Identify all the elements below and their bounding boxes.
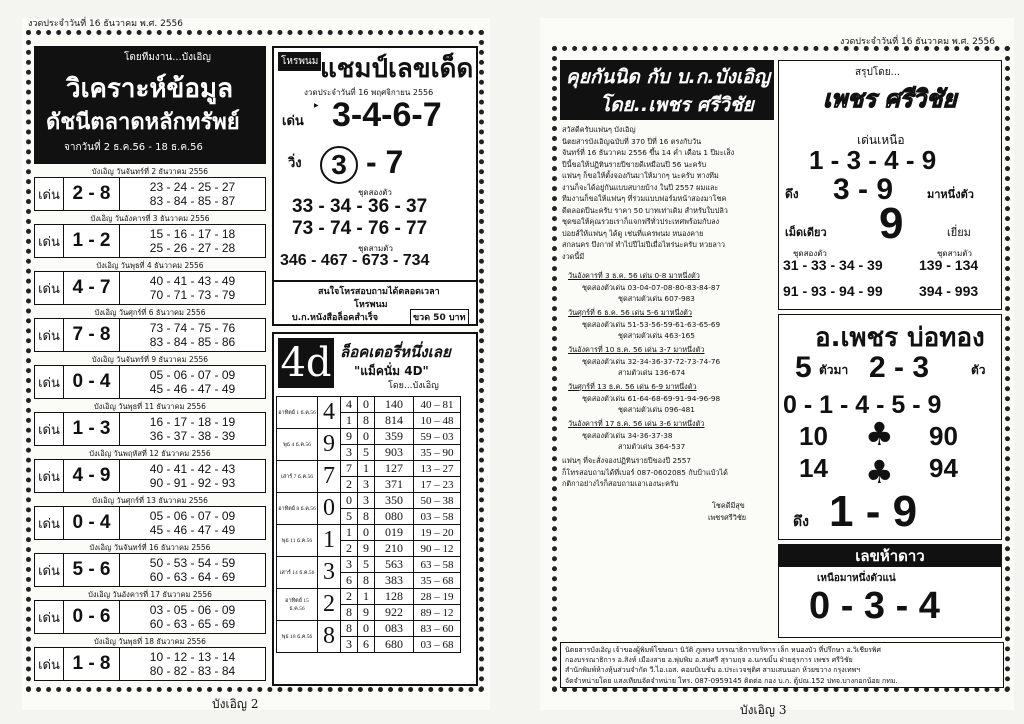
fourd-cell: 0 <box>358 621 375 637</box>
talk-closing: แฟนๆ ที่จะสั่งจองปฏิทินรายปีของปี 2557 <box>562 456 692 465</box>
day-pair: 1 - 3 <box>64 413 120 445</box>
day-pair: 2 - 8 <box>64 178 120 210</box>
fourd-three: 210 <box>375 541 414 557</box>
day-row <box>34 412 266 446</box>
champ-title: แชมป์เลขเด็ด <box>320 54 474 84</box>
fourd-range: 19 – 20 <box>414 525 461 541</box>
day-pair: 0 - 4 <box>64 366 120 398</box>
credits-line: กองบรรณาธิการ อ.สิงห์ เมืองสาย อ.พุ่มพิม อ.สมศรี สุรามฤจ อ.นกขมิ้น ฝ่ายธุรการ เพชร ศรีวิชัย <box>565 656 853 665</box>
gold-c1b: 90 <box>929 421 958 451</box>
day-numbers <box>120 460 265 492</box>
left-page <box>22 18 490 710</box>
fourd-three: 127 <box>375 461 414 477</box>
day-numbers-line2: 45 - 46 - 47 - 49 <box>149 382 236 396</box>
talk-entry-two: ชุดสองตัวเด่น 51-53-56-59-61-63-65-69 <box>582 319 721 329</box>
fourd-cell: 2 <box>341 541 358 557</box>
day-numbers-line1: 05 - 06 - 07 - 09 <box>149 509 236 523</box>
fourd-range: 89 – 12 <box>414 605 461 621</box>
talk-line: ชุดขอให้คุณรวยเราก็แจกฟรีทั่วประเทศพร้อมกับลง <box>562 217 720 226</box>
fourd-cell: 0 <box>358 429 375 445</box>
talk-entry-two: ชุดสองตัวเด่น 34-36-37-38 <box>582 430 673 440</box>
fourd-three: 814 <box>375 413 414 429</box>
fourd-range: 40 – 81 <box>414 397 461 413</box>
gold-n2: 2 - 3 <box>869 351 930 384</box>
arrow-icon: ▶ <box>314 103 319 109</box>
day-pair: 4 - 7 <box>64 272 120 304</box>
champ-run-circle: 3 <box>320 146 358 184</box>
summary-single-label: เม็ดเดียว <box>785 226 827 239</box>
day-numbers <box>120 507 265 539</box>
day-numbers-line1: 40 - 41 - 43 - 49 <box>149 274 236 288</box>
summary-lead-label: เด่นเหนือ <box>857 133 905 147</box>
talk-sign: โชคดีมีสุข <box>712 500 745 510</box>
day-row <box>34 647 266 681</box>
day-numbers-line2: 83 - 84 - 85 - 87 <box>149 194 236 208</box>
day-numbers-line1: 50 - 53 - 54 - 59 <box>149 556 236 570</box>
day-numbers-line1: 40 - 41 - 42 - 43 <box>149 462 236 476</box>
gold-c2a: 14 <box>799 453 828 483</box>
champ-contact-line3: บ.ก.หนังสือล็อคสำเร็จ <box>292 313 379 323</box>
day-lead-label: เด่น <box>35 225 64 257</box>
day-lead-label: เด่น <box>35 319 64 351</box>
summary-pull-tail: มาหนึ่งตัว <box>927 188 974 201</box>
day-lead-label: เด่น <box>35 601 64 633</box>
fourd-big: 0 <box>318 493 341 525</box>
gold-box <box>778 314 1002 540</box>
fourd-date: อาทิตย์ 15 ธ.ค.56 <box>277 589 318 621</box>
fourd-range: 28 – 19 <box>414 589 461 605</box>
fourd-cell: 0 <box>358 397 375 413</box>
fourd-range: 17 – 23 <box>414 477 461 493</box>
fourd-three: 371 <box>375 477 414 493</box>
talk-line: นิตยสารบังเอิญฉบับที่ 370 ปีที่ 16 ตรงกับวัน <box>562 136 702 146</box>
gold-n2-tail: ตัว <box>971 363 986 377</box>
day-numbers-line1: 10 - 12 - 13 - 14 <box>149 650 236 664</box>
summary-tie-label: เยี่ยม <box>947 226 971 239</box>
day-caption: บังเอิญ วันจันทร์ที่ 2 ธันวาคม 2556 <box>91 167 209 176</box>
day-numbers-line2: 83 - 84 - 85 - 86 <box>149 335 236 349</box>
talk-entry-three: ชุดสามตัวเด่น 607-983 <box>618 294 695 303</box>
fourd-row <box>277 557 461 573</box>
champ-run-label: วิ่ง <box>288 156 302 171</box>
fourd-row <box>277 589 461 605</box>
summary-three-label: ชุดสามตัว <box>937 249 972 258</box>
day-pair: 7 - 8 <box>64 319 120 351</box>
fourd-three: 128 <box>375 589 414 605</box>
fourd-big: 7 <box>318 461 341 493</box>
fourd-three: 359 <box>375 429 414 445</box>
champ-price: ขวด 50 บาท <box>410 309 469 325</box>
champ-three: 346 - 467 - 673 - 734 <box>280 252 430 269</box>
fourd-range: 13 – 27 <box>414 461 461 477</box>
day-pair: 0 - 4 <box>64 507 120 539</box>
fourd-date: พุธ 18 ธ.ค.56 <box>277 621 318 653</box>
summary-three-line1: 139 - 134 <box>919 257 979 273</box>
fourd-cell: 8 <box>358 509 375 525</box>
day-numbers <box>120 413 265 445</box>
fourd-by: โดย...บังเอิญ <box>388 381 439 391</box>
day-lead-label: เด่น <box>35 366 64 398</box>
summary-single: 9 <box>879 199 904 248</box>
day-numbers-line2: 60 - 63 - 65 - 69 <box>149 617 236 631</box>
talk-entry-three: สามตัวเด่น 136-674 <box>618 368 686 377</box>
day-row <box>34 177 266 211</box>
fourd-big: 4 <box>318 397 341 429</box>
fourd-cell: 5 <box>341 509 358 525</box>
day-numbers-line2: 45 - 46 - 47 - 49 <box>149 523 236 537</box>
fourd-cell: 4 <box>341 397 358 413</box>
fourd-date: เสาร์ 14 ธ.ค.56 <box>277 557 318 589</box>
fourd-big: 9 <box>318 429 341 461</box>
fourd-cell: 3 <box>358 493 375 509</box>
fourd-table <box>276 396 461 653</box>
day-caption: บังเอิญ วันศุกร์ที่ 6 ธันวาคม 2556 <box>94 308 206 317</box>
fourd-row <box>277 493 461 509</box>
day-numbers-line2: 60 - 63 - 64 - 69 <box>149 570 236 584</box>
analysis-range: จากวันที่ 2 ธ.ค.56 - 18 ธ.ค.56 <box>64 142 203 153</box>
fourd-cell: 8 <box>341 605 358 621</box>
day-numbers <box>120 225 265 257</box>
fourd-cell: 2 <box>341 589 358 605</box>
fourd-three: 350 <box>375 493 414 509</box>
fourd-row <box>277 429 461 445</box>
gold-n1: 5 <box>795 351 812 384</box>
day-row <box>34 224 266 258</box>
champ-two-line1: 33 - 34 - 36 - 37 <box>292 196 428 217</box>
fourd-cell: 1 <box>358 461 375 477</box>
fourd-cell: 2 <box>341 477 358 493</box>
fourd-cell: 8 <box>358 573 375 589</box>
talk-line: จันทร์ที่ 16 ธันวาคม 2556 ขึ้น 14 ค่ำ เดือน 1 ปีมะเส็ง <box>562 148 735 157</box>
summary-three-line2: 394 - 993 <box>919 283 979 299</box>
talk-entry-three: สามตัวเด่น 364-537 <box>618 442 686 451</box>
fourd-three: 563 <box>375 557 414 573</box>
fourd-three: 903 <box>375 445 414 461</box>
talk-entry-day: วันอังคารที่ 10 ธ.ค. 56 เด่น 3-7 มาหนึ่งตัว <box>568 345 705 354</box>
talk-author: โดย..เพชร ศรีวิชัย <box>600 94 754 116</box>
day-numbers-line2: 70 - 71 - 73 - 79 <box>149 288 236 302</box>
gold-pull-label: ดึง <box>793 514 809 530</box>
summary-pull-label: ดึง <box>785 187 799 201</box>
champ-three-label: ชุดสามตัว <box>358 244 393 253</box>
fourd-row <box>277 461 461 477</box>
fourd-cell: 5 <box>358 445 375 461</box>
day-numbers-line1: 73 - 74 - 75 - 76 <box>149 321 236 335</box>
day-lead-label: เด่น <box>35 648 64 680</box>
day-numbers-line2: 25 - 26 - 27 - 28 <box>149 241 236 255</box>
talk-line: งานก็จะได้อยู่กันแบบสบายบ้าง ในปี 2557 ผมและ <box>562 182 719 192</box>
talk-entry-two: ชุดสองตัวเด่น 03-04-07-08-80-83-84-87 <box>582 282 721 292</box>
talk-entry-day: วันอังคารที่ 3 ธ.ค. 56 เด่น 0-8 มาหนึ่งตัว <box>568 271 700 280</box>
fourd-cell: 9 <box>358 541 375 557</box>
day-numbers-line1: 15 - 16 - 17 - 18 <box>149 227 236 241</box>
summary-two-label: ชุดสองตัว <box>793 249 827 258</box>
day-row <box>34 600 266 634</box>
day-caption: บังเอิญ วันพุธที่ 4 ธันวาคม 2556 <box>96 261 204 270</box>
talk-line: แฟนๆ ก็ขอให้ตั้งจองกันมาให้มากๆ นะครับ ทางทีม <box>562 171 719 180</box>
day-numbers-line1: 16 - 17 - 18 - 19 <box>149 415 236 429</box>
star-num: 0 - 3 - 4 <box>809 585 940 627</box>
summary-pull: 3 - 9 <box>833 173 894 206</box>
star-title: เลขห้าดาว <box>779 545 1001 567</box>
champ-two-label: ชุดสองตัว <box>358 188 392 197</box>
credits-box <box>560 642 1004 688</box>
talk-sign: เพชรศรีวิชัย <box>708 512 747 522</box>
day-caption: บังเอิญ วันอังคารที่ 3 ธันวาคม 2556 <box>90 214 210 223</box>
day-lead-label: เด่น <box>35 507 64 539</box>
day-caption: บังเอิญ วันจันทร์ที่ 16 ธันวาคม 2556 <box>89 543 211 552</box>
fourd-cell: 3 <box>358 477 375 493</box>
gold-n1-tail: ตัวมา <box>819 363 849 377</box>
fourd-three: 140 <box>375 397 414 413</box>
fourd-logo: 4d <box>278 338 334 388</box>
fourd-cell: 1 <box>341 525 358 541</box>
fourd-cell: 3 <box>341 637 358 653</box>
day-pair: 4 - 9 <box>64 460 120 492</box>
day-row <box>34 459 266 493</box>
club-icon: ♣ <box>865 453 894 491</box>
fourd-range: 59 – 03 <box>414 429 461 445</box>
fourd-three: 680 <box>375 637 414 653</box>
analysis-header <box>34 46 266 164</box>
talk-entry-three: ชุดสามตัวเด่น 096-481 <box>618 405 695 414</box>
champ-tag: โหรพนม <box>278 52 321 71</box>
right-page <box>540 18 1014 717</box>
fourd-range: 03 – 58 <box>414 509 461 525</box>
day-row <box>34 271 266 305</box>
day-numbers <box>120 319 265 351</box>
day-pair: 5 - 6 <box>64 554 120 586</box>
summary-by: สรุปโดย... <box>855 67 901 78</box>
fourd-cell: 6 <box>358 637 375 653</box>
talk-title: คุยกันนิด กับ บ.ก.บังเอิญ <box>566 66 770 88</box>
fourd-range: 90 – 12 <box>414 541 461 557</box>
summary-two-line2: 91 - 93 - 94 - 99 <box>783 283 883 299</box>
talk-closing: ก็โทรสอบถามได้ที่เบอร์ 087-0602085 กับป้าแป๋วได้ <box>562 467 728 477</box>
day-lead-label: เด่น <box>35 178 64 210</box>
analysis-tag: โดยทีมงาน...บังเอิญ <box>124 52 211 63</box>
day-row <box>34 506 266 540</box>
analysis-title: วิเคราะห์ข้อมูล <box>66 74 234 104</box>
talk-line: งวดนี้มี <box>562 251 585 261</box>
day-lead-label: เด่น <box>35 460 64 492</box>
fourd-range: 35 – 90 <box>414 445 461 461</box>
talk-entry-day: วันศุกร์ที่ 6 ธ.ค. 56 เด่น 5-6 มาหนึ่งตัว <box>568 308 692 317</box>
fourd-cell: 6 <box>341 573 358 589</box>
fourd-range: 63 – 58 <box>414 557 461 573</box>
fourd-title: ล็อคเตอรี่หนึ่งเลย <box>340 343 451 361</box>
fourd-cell: 9 <box>358 605 375 621</box>
champ-two-line2: 73 - 74 - 76 - 77 <box>292 218 428 239</box>
daily-list <box>34 166 266 686</box>
day-caption: บังเอิญ วันอังคารที่ 17 ธันวาคม 2556 <box>88 590 212 599</box>
talk-line: สวัสดีครับแฟนๆ บังเอิญ <box>562 125 636 134</box>
fourd-row <box>277 525 461 541</box>
day-caption: บังเอิญ วันพุธที่ 11 ธันวาคม 2556 <box>94 402 206 411</box>
fourd-range: 03 – 68 <box>414 637 461 653</box>
champ-box <box>272 46 478 326</box>
talk-entry-three: ชุดสามตัวเด่น 463-165 <box>618 331 695 340</box>
day-numbers-line2: 90 - 91 - 92 - 93 <box>149 476 236 490</box>
page-header: งวดประจำวันที่ 16 ธันวาคม พ.ศ. 2556 <box>840 37 996 47</box>
gold-c1a: 10 <box>799 421 828 451</box>
credits-line: จัดจำหน่ายโดย แสงเทียนจัดจำหน่าย โทร. 087-0959145 ติดต่อ กอง บ.ก. ตู้ปณ.152 ปทจ.บางกอกน้อย กทม. <box>565 676 898 685</box>
fourd-cell: 8 <box>341 621 358 637</box>
star-box <box>778 544 1002 638</box>
talk-entry-day: วันอังคารที่ 17 ธ.ค. 56 เด่น 3-6 มาหนึ่งตัว <box>568 419 705 428</box>
day-numbers <box>120 648 265 680</box>
fourd-big: 1 <box>318 525 341 557</box>
day-lead-label: เด่น <box>35 272 64 304</box>
fourd-three: 083 <box>375 621 414 637</box>
day-pair: 1 - 2 <box>64 225 120 257</box>
day-numbers-line1: 23 - 24 - 25 - 27 <box>149 180 236 194</box>
fourd-date: เสาร์ 7 ธ.ค.56 <box>277 461 318 493</box>
day-pair: 1 - 8 <box>64 648 120 680</box>
day-numbers-line2: 36 - 37 - 38 - 39 <box>149 429 236 443</box>
day-numbers <box>120 601 265 633</box>
fourd-cell: 3 <box>341 557 358 573</box>
day-caption: บังเอิญ วันศุกร์ที่ 13 ธันวาคม 2556 <box>92 496 208 505</box>
fourd-cell: 8 <box>358 413 375 429</box>
fourd-row <box>277 397 461 413</box>
day-numbers <box>120 272 265 304</box>
fourd-three: 922 <box>375 605 414 621</box>
fourd-cell: 5 <box>358 557 375 573</box>
day-caption: บังเอิญ วันพฤหัสที่ 12 ธันวาคม 2556 <box>89 449 211 458</box>
day-row <box>34 553 266 587</box>
day-row <box>34 318 266 352</box>
champ-lead-label: เด่น <box>282 114 304 129</box>
fourd-range: 50 – 38 <box>414 493 461 509</box>
credits-line: สำนักพิมพ์ห้างหุ้นส่วนจำกัด วี.ไอ.เอส. คอมบิเนชั่น อ.ประเวจชุติศ สามเสนนอก ห้วยขวาง กรุงเทพฯ <box>565 666 861 675</box>
fourd-cell: 1 <box>341 413 358 429</box>
fourd-date: อาทิตย์ 8 ธ.ค.56 <box>277 493 318 525</box>
summary-box <box>778 60 1002 310</box>
page-header: งวดประจำวันที่ 16 ธันวาคม พ.ศ. 2556 <box>28 19 184 29</box>
champ-contact-line1: สนใจโหรสอบถามได้ตลอดเวลา <box>318 287 440 297</box>
fourd-big: 2 <box>318 589 341 621</box>
day-numbers <box>120 366 265 398</box>
fourd-row <box>277 621 461 637</box>
fourd-three: 019 <box>375 525 414 541</box>
fourd-big: 3 <box>318 557 341 589</box>
fourd-date: พุธ 11 ธ.ค.56 <box>277 525 318 557</box>
day-caption: บังเอิญ วันจันทร์ที่ 9 ธันวาคม 2556 <box>91 355 209 364</box>
fourd-cell: 0 <box>341 493 358 509</box>
fourd-big: 8 <box>318 621 341 653</box>
summary-two-line1: 31 - 33 - 34 - 39 <box>783 257 883 273</box>
fourd-range: 10 – 48 <box>414 413 461 429</box>
day-row <box>34 365 266 399</box>
talk-entry-two: ชุดสองตัวเด่น 32-34-36-37-72-73-74-76 <box>582 356 721 366</box>
fourd-three: 383 <box>375 573 414 589</box>
fourd-range: 83 – 60 <box>414 621 461 637</box>
day-pair: 0 - 6 <box>64 601 120 633</box>
champ-run-second: - 7 <box>366 144 404 180</box>
fourd-subtitle: "แม็คนั่ม 4D" <box>354 364 429 378</box>
talk-body <box>562 124 774 594</box>
talk-closing: กติกาอย่างไรก็สอบถามเอาเองนะครับ <box>562 479 679 488</box>
champ-lead: 3-4-6-7 <box>332 96 442 134</box>
club-icon: ♣ <box>865 415 894 453</box>
day-numbers <box>120 554 265 586</box>
star-sub: เหนือมาหนึ่งตัวแน่ <box>817 573 896 584</box>
talk-line: สกลนคร บึงกาฬ ทำไปปีไม่ปีเมื่อไหร่นะครับ หวยลาว <box>562 240 726 249</box>
credits-line: นิตยสารบังเอิญ เจ้าของผู้พิมพ์โฆษณา นิวัติ ภูเพรง บรรณาธิการบริหาร เล็ก หนองบัว ที่ปรึกษา อ.วิเชียรพิศ <box>565 646 881 654</box>
talk-entry-day: วันศุกร์ที่ 13 ธ.ค. 56 เด่น 6-9 มาหนึ่งตัว <box>568 382 697 391</box>
talk-line: ปีนี้ขอให้ปฏิทินรายปีขายดีเหมือนปี 56 นะครับ <box>562 159 707 169</box>
day-lead-label: เด่น <box>35 554 64 586</box>
fourd-date: พุธ 4 ธ.ค.56 <box>277 429 318 461</box>
day-numbers-line1: 03 - 05 - 06 - 09 <box>149 603 236 617</box>
fourd-cell: 3 <box>341 445 358 461</box>
champ-date: งวดประจำวันที่ 16 พฤศจิกายน 2556 <box>304 88 434 97</box>
summary-lead: 1 - 3 - 4 - 9 <box>809 145 937 175</box>
day-numbers-line1: 05 - 06 - 07 - 09 <box>149 368 236 382</box>
fourd-cell: 1 <box>358 589 375 605</box>
fourd-cell: 9 <box>341 429 358 445</box>
talk-line: ปอยส์ให้แฟนๆ ได้ดู เช่นที่แครพนม หนองคาย <box>562 228 704 238</box>
talk-header <box>560 60 774 120</box>
fourd-cell: 0 <box>358 525 375 541</box>
fourd-three: 080 <box>375 509 414 525</box>
gold-pull: 1 - 9 <box>829 487 918 536</box>
champ-contact-line2: โหรพนม <box>354 300 388 310</box>
page-footer: บังเอิญ 3 <box>740 703 787 717</box>
talk-line: ดีตลอดปีนะครับ ราคา 50 บาทเท่าเดิม สำหรับใบปลิว <box>562 205 728 215</box>
champ-contact <box>274 280 476 326</box>
summary-name: เพชร ศรีวิชัย <box>823 84 957 113</box>
analysis-subtitle: ดัชนีตลาดหลักทรัพย์ <box>46 110 240 135</box>
fourd-cell: 7 <box>341 461 358 477</box>
talk-line: ทีมงานก็ขอให้แฟนๆ ที่ร่วมแบบฟอร์มหน้าสองมาโชค <box>562 194 727 203</box>
gold-title: อ.เพชร บ่อทอง <box>815 323 985 353</box>
day-numbers <box>120 178 265 210</box>
page-footer: บังเอิญ 2 <box>212 697 259 711</box>
day-numbers-line2: 80 - 82 - 83 - 84 <box>149 664 236 678</box>
gold-c2b: 94 <box>929 453 958 483</box>
gold-seq: 0 - 1 - 4 - 5 - 9 <box>783 391 942 419</box>
talk-entry-two: ชุดสองตัวเด่น 61-64-68-69-91-94-96-98 <box>582 393 721 403</box>
day-caption: บังเอิญ วันพุธที่ 18 ธันวาคม 2556 <box>94 637 206 646</box>
day-lead-label: เด่น <box>35 413 64 445</box>
fourd-date: อาทิตย์ 1 ธ.ค.56 <box>277 397 318 429</box>
fourd-range: 35 – 68 <box>414 573 461 589</box>
fourd-box <box>272 332 478 686</box>
